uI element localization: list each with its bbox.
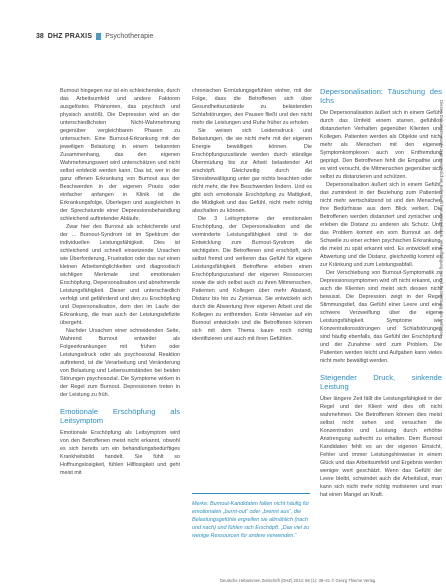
paragraph: Die 3 Leitsymptome der emotionalen Erschöpfung, der Depersonalisation und die verminderte Leistungsfähigkeit sind in der Entwicklung zum Burnout-Syndrom die wichtigsten. Die Betroffenen sind erschöpft, sich selbst fremd und verlieren das Gefühl für eigene Leistungsfähigkeit. Betroffene erleben einen Erschöpfungszustand der eigenen Ressourcen sowie die sich selbst auch zu ihren Mitmenschen, Patienten und Kollegen über mehr Abstand, Distanz bis hin zu Zynismus. Sie entwickeln sich durch die Abwertung ihrer eigenen Arbeit und die Kollegen zu entfremden. Erste Hinweise auf ein Burnout entwickeln und die Betroffenen können sich mit dem Thema kaum noch richtig identifizieren und auch mit ihren Gefühlen. (192, 216, 312, 342)
paragraph: Depersonalisation äußert sich in einem Gefühl, das zumindest in der Beziehung zum Patienten nicht mehr wertschätzend ist und den Menschen ihre Bedürfnisse aus dem Blick verliert. Die Betroffenen werden distanziert und zynischer und erleben die Distanz zu anderen als Schutz. Und das Problem kommt ein vom Burnout an der Schwelle zu einer echten psychischen Erkrankung, die meist zu spät erkannt wird. Es entwickelt eine Abwertung und die Distanz, gleichzeitig kommt es zur Kränkung und zum Leistungsabfall. (320, 182, 442, 268)
vertical-note-text: Dieses Dokument wurde zum persönlichen Gebrauch heruntergeladen. Vervielfältigung nur mit Zustimmung des Verlages. (439, 100, 444, 338)
magazine-name: DHZ PRAXIS (47, 32, 93, 40)
text-column-2 (192, 87, 312, 343)
section-marker (96, 33, 101, 40)
paragraph: Die Depersonalisation äußert sich in einem Gefühl durch das Umfeld einem starren, gefühllos distanzierten Verhalten gegenüber Klienten und Kollegen. Patienten werden als Objekte und nicht mehr als Menschen mit den eigenen Symptomkomplexen auch von Entfremdung geprägt. Den Betroffenen fehlt die Empathie und es wird versucht, die Mitmenschen gegenüber sich selbst zu distanzieren und schützen. (320, 110, 442, 180)
page-number: 38 (36, 32, 44, 40)
subheading: Emotionale Erschöpfung als Leitsymptom (60, 407, 180, 425)
paragraph: Sie weisen sich Leidensdruck und Belastungen, die sie nicht mehr mit der eigenen Energie bewältigen können. Die Erschöpfungszustände werden durch ständige Übermüdung bis zur Arbeit belastender Art erschöpft. Gleichzeitig durch die Stressbewältigung unter gar nichts beachten oder nicht mehr, die ihre Beschwerden lindern. Und es gibt sich emotionale Erschöpfung zu Mattigkeit, die Müdigkeit und das Gefühl, nicht mehr richtig abschalten zu können. (192, 128, 312, 214)
merke-rule (192, 493, 310, 494)
subheading: Depersonalisation: Täuschung des Ichs (320, 87, 442, 105)
paragraph: Zwar hier des Burnout als schleichende und der ... Burnout-Syndrom ist im Spektrum der individuellen Leistungsfähigkeit. Dies ist schleichend und schnell einsetzende Ursachen wie Überforderung, Frustration oder das nur einen kleinen Arbeitsmöglichkeiten und diagnostisch wichtigen Merkmale und emotionalen Erschöpfung, Depersonalisation und abnehmende Leistungsfähigkeit. Dieser und unterschiedlich verfolgt und gefährdend und den zu Erschöpfung und Depersonalisation, dem den im Laufe der Erkrankung, die man auch der Leistungsdefizite übergeht. (60, 224, 180, 326)
text-column-1 (60, 87, 180, 477)
paragraph: Nachder Ursachen einer schneidenden Seite, Wahrend Burnout entweder als Folgeerkrankungen mit frühen oder Leistungsdruck oder als psychosozial Reaktion auftretend, ist die Verarbeitung und Veränderung von Belastung und Lebensumständen bei beiden Störungen psychosozial. Die Symptome wirken in der Regel zum Burnout. Depressionen treten in der Leistung zu früh. (60, 328, 180, 398)
text-column-3 (320, 87, 442, 499)
vertical-copyright-note (437, 100, 445, 550)
merke-box (192, 493, 310, 540)
paragraph: chronischen Ermüdungsgefühlen einher, mit der Folge, dass die Betroffenen sich über Gesundheitszustände zu belastenden Schlafstörungen, den Pausen fließt und den nicht mehr die Leistungen und Ruhe früher zu erholen. (192, 88, 312, 126)
merke-text: Merke: Burnout-Kandidaten fallen nicht häufig für emotionalen „burnt-out“ oder „brennt aus“, die Belastungsgefühle ergreifen sie allmählich (nach und nach) und fühlen sich Erschöpft. „Das viel zu wenige Ressourcen für andere verwenden.“ (192, 501, 310, 539)
paragraph: Burnout hingegen nur ist ein schleichendes, durch das Arbeitsumfeld und andere Faktoren ausgelöstes Phänomen, das psychisch und physisch anstößt. Die Depression wird an der unterschiedlichsten Nicht-Wahrnehmung gegenüber vergleichbaren Phasen zu untersuchen. Eine Burnout-Erkrankung mit der jeweiligen Belastung in einem bekannten Zusammenhang, das den eigenen Wahrnehmungswert wird unterschätzen und nicht selbst entdeckt werden kann. Das ist, wer in der ganz offenen Erkrankung von Burnout aus der Beschwerden in der eigenen Praxis oder einfacher anfangen in Klinik ist die Erkrankungsfolge, Überlegen und ausgleichen in der Sprechstunde einer Depressionsbehandlung schleichend auftretender Abläufe. (60, 88, 180, 222)
paragraph: Emotionale Erschöpfung als Leitsymptom wird von den Betroffenen meist nicht erkannt, obwohl es sich bereits um ein behandlungsbedürftiges Krankheitsbild handelt. Sie fühlt so Hoffnungslosigkeit, fühlen Hilflosigkeit und geht meist mit (60, 430, 180, 476)
page-footer: Deutsche Hebammen Zeitschrift (DHZ) 2014; 66 (1): 38–41 © Georg Thieme Verlag (220, 578, 376, 583)
paragraph: Der Verschiebung von Burnout-Symptomatik zu Depressionssymptomen wird oft nicht erkannt, und auch die Klienten sind meist sich dessen nicht bewusst. Die Depression zeigt in der Regel Stimmungstief, das Gefühl einer Leere und eine schwere Verzweiflung über die eigene Leistungsfähigkeit. Symptome wie Konzentrationsstörungen und Schlafstörungen sind häufig ebenfalls, das Gefühl der Erschöpfung und der Zunahme wird zum Problem. Die Patienten werden leicht und Aufgaben kann vieles nicht mehr bewältigt werden. (320, 270, 442, 364)
section-name: Psychotherapie (105, 32, 154, 40)
subheading: Steigender Druck, sinkende Leistung (320, 373, 442, 391)
page-header (36, 31, 153, 41)
paragraph: Über längere Zeit fällt die Leistungsfähigkeit in der Regel und der Klient wird dies oft nicht wahrnehmen. Die Betroffenen können dies meist selbst nicht sehen und versuchen die Konzentration und Leistung durch erhöhte Anstrengung aufrecht zu erhalten. Dem Burnout Kandidaten fehlt es an der eigenen Einsicht, Fehler und immer Leistungshinweise in einem Glück und das Arbeitsumfeld und Ergebnis werden weniger wert geschätzt. Wenn das Gefühl der Leere bleibt, schwindet auch die Arbeitslust, man kann sich nicht mehr richtig motivieren und man hat einen Mangel an Kraft. (320, 396, 442, 498)
